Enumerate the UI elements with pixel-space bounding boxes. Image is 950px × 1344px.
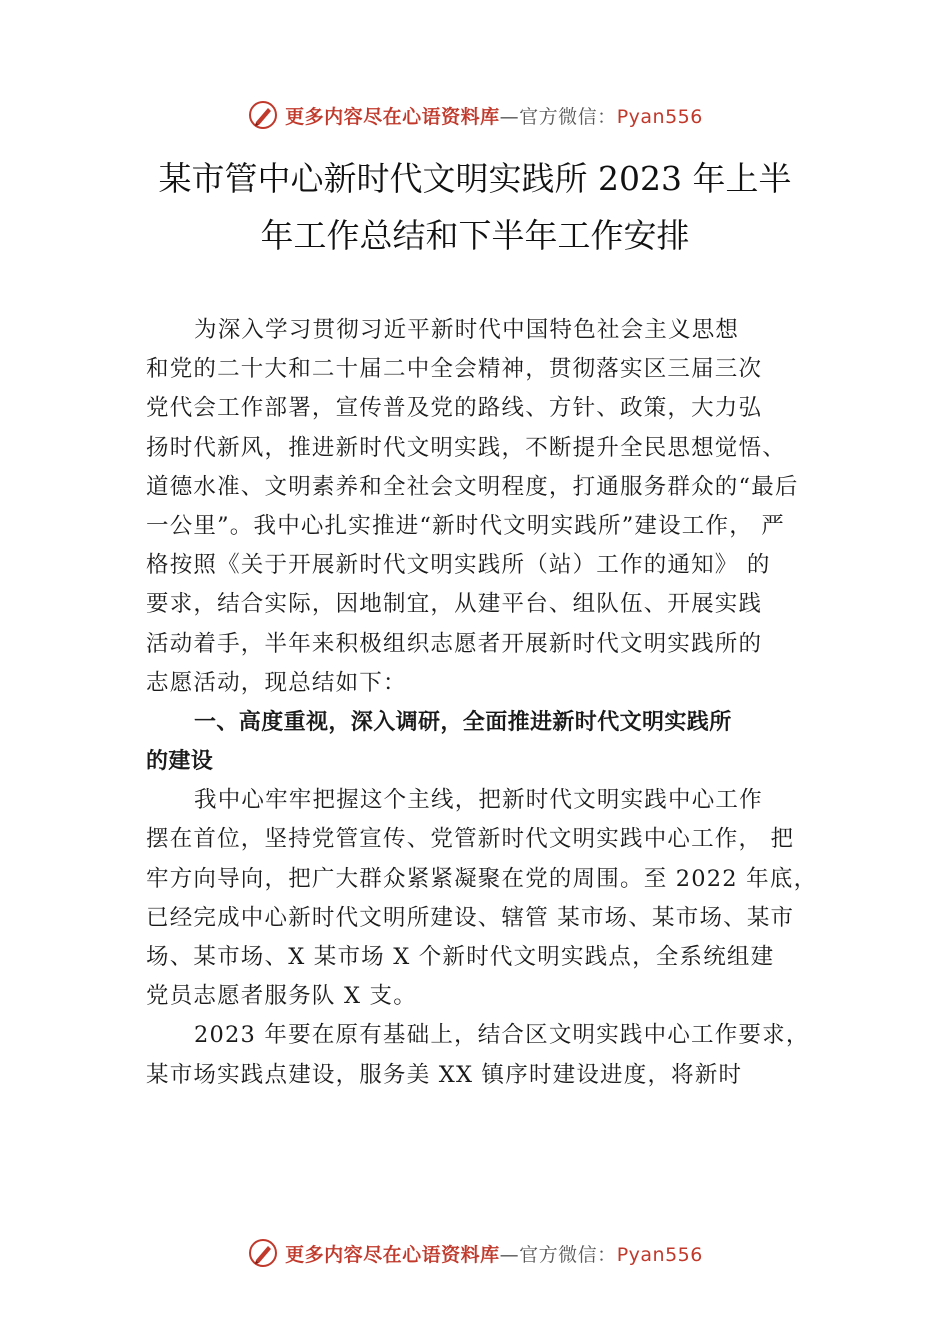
document-body xyxy=(146,311,818,1095)
text-line: 为深入学习贯彻习近平新时代中国特色社会主义思想 xyxy=(194,317,740,343)
watermark-text: 更多内容尽在心语资料库—官方微信：Pyan556 xyxy=(285,1243,703,1266)
title-line: 某市管中心新时代文明实践所 2023 年上半 xyxy=(158,159,792,198)
text-line: 党代会工作部署，宣传普及党的路线、方针、政策，大力弘 xyxy=(146,395,763,422)
text-line: 道德水准、文明素养和全社会文明程度，打通服务群众的“最后 xyxy=(146,473,799,500)
watermark-header xyxy=(0,95,950,135)
document-title xyxy=(0,150,950,264)
text-line: 和党的二十大和二十届二中全会精神，贯彻落实区三届三次 xyxy=(146,356,763,383)
text-line: 格按照《关于开展新时代文明实践所（站）工作的通知》 的 xyxy=(146,552,771,579)
text-line: 摆在首位，坚持党管宣传、党管新时代文明实践中心工作， 把 xyxy=(146,826,795,853)
text-line: 某市场实践点建设，服务美 XX 镇序时建设进度，将新时 xyxy=(146,1061,743,1088)
paragraph-intro xyxy=(146,311,818,703)
text-line: 志愿活动，现总结如下： xyxy=(146,669,407,696)
heading-line: 的建设 xyxy=(146,749,214,775)
text-line: 2023 年要在原有基础上，结合区文明实践中心工作要求， xyxy=(194,1022,810,1049)
text-line: 已经完成中心新时代文明所建设、辖管 某市场、某市场、某市 xyxy=(146,904,795,931)
text-line: 党员志愿者服务队 X 支。 xyxy=(146,983,417,1010)
text-line: 一公里”。我中心扎实推进“新时代文明实践所”建设工作， 严 xyxy=(146,512,785,539)
heading-line: 一、高度重视，深入调研，全面推进新时代文明实践所 xyxy=(194,709,732,735)
watermark-footer xyxy=(0,1233,950,1273)
paragraph-2023-plan xyxy=(146,1016,818,1094)
text-line: 场、某市场、X 某市场 X 个新时代文明实践点，全系统组建 xyxy=(146,944,775,970)
text-line: 牢方向导向，把广大群众紧紧凝聚在党的周围。至 2022 年底， xyxy=(146,865,818,892)
pen-logo-icon xyxy=(247,99,279,131)
watermark-text: 更多内容尽在心语资料库—官方微信：Pyan556 xyxy=(285,105,703,128)
pen-logo-icon xyxy=(247,1237,279,1269)
text-line: 我中心牢牢把握这个主线，把新时代文明实践中心工作 xyxy=(194,787,763,814)
title-line: 年工作总结和下半年工作安排 xyxy=(260,216,690,255)
paragraph-section1 xyxy=(146,781,818,1016)
text-line: 扬时代新风，推进新时代文明实践，不断提升全民思想觉悟、 xyxy=(146,434,786,461)
text-line: 活动着手，半年来积极组织志愿者开展新时代文明实践所的 xyxy=(146,630,763,657)
text-line: 要求，结合实际，因地制宜，从建平台、组队伍、开展实践 xyxy=(146,591,763,618)
section-heading xyxy=(146,703,818,781)
